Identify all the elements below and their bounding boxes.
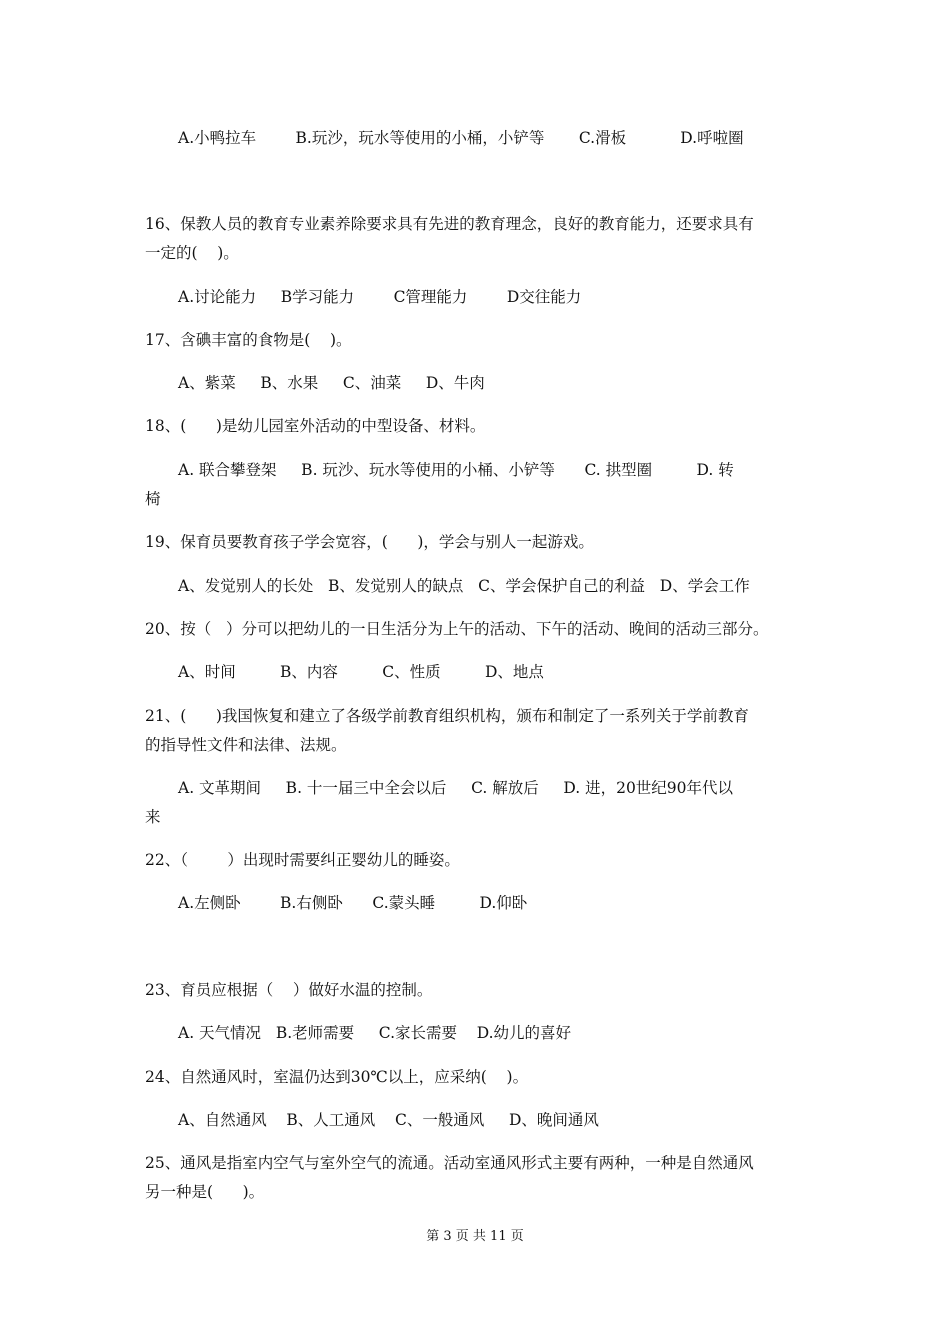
q17-options: A、紫菜 B、水果 C、油菜 D、牛肉 <box>178 374 485 392</box>
q17-stem: 17、含碘丰富的食物是( )。 <box>145 331 352 349</box>
q15-options: A.小鸭拉车 B.玩沙，玩水等使用的小桶，小铲等 C.滑板 D.呼啦圈 <box>178 129 744 147</box>
q18-stem: 18、( )是幼儿园室外活动的中型设备、材料。 <box>145 417 486 435</box>
q25-stem-line1: 25、通风是指室内空气与室外空气的流通。活动室通风形式主要有两种，一种是自然通风 <box>145 1154 754 1172</box>
q20-options: A、时间 B、内容 C、性质 D、地点 <box>178 663 544 681</box>
q21-options-line2: 来 <box>145 808 161 826</box>
q21-options-line1: A. 文革期间 B. 十一届三中全会以后 C. 解放后 D. 进，20世纪90年代以 <box>178 779 734 797</box>
q20-stem: 20、按（ ）分可以把幼儿的一日生活分为上午的活动、下午的活动、晚间的活动三部分。 <box>145 620 769 638</box>
q24-options: A、自然通风 B、人工通风 C、一般通风 D、晚间通风 <box>178 1111 599 1129</box>
q24-stem: 24、自然通风时，室温仍达到30℃以上，应采纳( )。 <box>145 1068 529 1086</box>
q18-options-line2: 椅 <box>145 490 161 508</box>
q16-stem-line2: 一定的( )。 <box>145 244 239 262</box>
q16-options: A.讨论能力 B学习能力 C管理能力 D交往能力 <box>178 288 582 306</box>
q22-stem: 22、（ ）出现时需要纠正婴幼儿的睡姿。 <box>145 851 460 869</box>
q19-stem: 19、保育员要教育孩子学会宽容，( )，学会与别人一起游戏。 <box>145 533 594 551</box>
q18-options-line1: A. 联合攀登架 B. 玩沙、玩水等使用的小桶、小铲等 C. 拱型圈 D. 转 <box>178 461 734 479</box>
q22-options: A.左侧卧 B.右侧卧 C.蒙头睡 D.仰卧 <box>178 894 528 912</box>
q23-stem: 23、育员应根据（ ）做好水温的控制。 <box>145 981 433 999</box>
q16-stem-line1: 16、保教人员的教育专业素养除要求具有先进的教育理念，良好的教育能力，还要求具有 <box>145 215 754 233</box>
page-footer: 第 3 页 共 11 页 <box>426 1229 524 1244</box>
q21-stem-line2: 的指导性文件和法律、法规。 <box>145 736 347 754</box>
q25-stem-line2: 另一种是( )。 <box>145 1183 265 1201</box>
q19-options: A、发觉别人的长处 B、发觉别人的缺点 C、学会保护自己的利益 D、学会工作 <box>178 577 750 595</box>
q21-stem-line1: 21、( )我国恢复和建立了各级学前教育组织机构，颁布和制定了一系列关于学前教育 <box>145 707 749 725</box>
q23-options: A. 天气情况 B.老师需要 C.家长需要 D.幼儿的喜好 <box>178 1024 572 1042</box>
